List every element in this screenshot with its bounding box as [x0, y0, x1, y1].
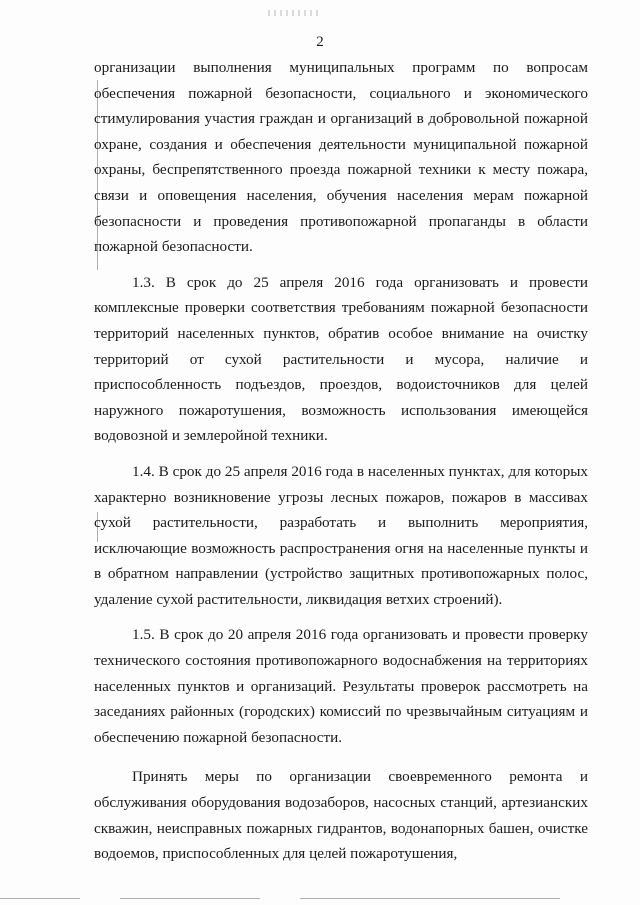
paragraph-item-1-3: 1.3. В срок до 25 апреля 2016 года организовать и провести комплексные проверки соответствия требованиям пожарной безопасности территорий населенных пунктов, обратив особое внимание на очистку территорий от сухой растительности и мусора, наличие и приспособленность подъездов, проездов, водоисточников для целей наружного пожаротушения, возможность использования имеющейся водовозной и землеройной техники.: [94, 273, 588, 445]
scan-artifact-footer: [0, 893, 640, 905]
scan-artifact-top: [268, 10, 318, 16]
document-body: [94, 55, 588, 867]
paragraph-item-1-5: 1.5. В срок до 20 апреля 2016 года организовать и провести проверку технического состояния противопожарного водоснабжения на территориях населенных пунктов и организаций. Результаты проверок рассмотреть на заседаниях районных (городских) комиссий по чрезвычайным ситуациям и обеспечению пожарной безопасности.: [94, 626, 588, 746]
paragraph-item-1-4: 1.4. В срок до 25 апреля 2016 года в населенных пунктах, для которых характерно возникновение угрозы лесных пожаров, пожаров в массивах сухой растительности, разработать и выполнить мероприятия, исключающие возможность распространения огня на населенные пункты и в обратном направлении (устройство защитных противопожарных полос, удаление сухой растительности, ликвидация ветхих строений).: [94, 462, 588, 608]
paragraph-continuation: организации выполнения муниципальных программ по вопросам обеспечения пожарной безопасности, социального и экономического стимулирования участия граждан и организаций в добровольной пожарной охране, создания и обеспечения деятельности муниципальной пожарной охраны, беспрепятственного проезда пожарной техники к месту пожара, связи и оповещения населения, обучения населения мерам пожарной безопасности и проведения противопожарной пропаганды в области пожарной безопасности.: [94, 59, 588, 256]
paragraph-measures: Принять меры по организации своевременного ремонта и обслуживания оборудования водозаборов, насосных станций, артезианских скважин, неисправных пожарных гидрантов, водонапорных башен, очистке водоемов, приспособленных для целей пожаротушения,: [94, 768, 588, 863]
page-number: 2: [316, 34, 324, 50]
